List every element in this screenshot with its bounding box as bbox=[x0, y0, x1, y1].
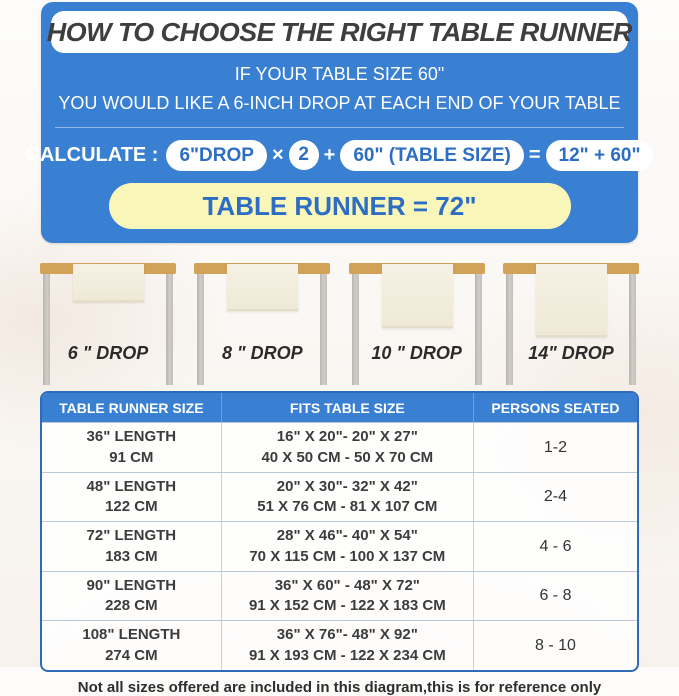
fits-table-size-cell bbox=[222, 522, 474, 571]
runner-size-cell bbox=[42, 522, 222, 571]
drop-label: 8 " DROP bbox=[222, 343, 303, 364]
drop-pill: 6"DROP bbox=[166, 140, 266, 172]
table-row bbox=[42, 571, 637, 621]
fits-size-inches: 20" X 30"- 32" X 42" bbox=[276, 477, 418, 495]
table-body bbox=[42, 422, 637, 670]
fits-size-cm: 91 X 193 CM - 122 X 234 CM bbox=[248, 646, 446, 664]
table-leg-right bbox=[475, 272, 482, 385]
persons-seated-value: 6 - 8 bbox=[539, 587, 572, 605]
panel-divider bbox=[55, 127, 624, 128]
title-box bbox=[47, 11, 632, 53]
fits-size-cm: 40 X 50 CM - 50 X 70 CM bbox=[261, 448, 434, 466]
table-illustration bbox=[503, 263, 639, 385]
table-size-pill: 60" (TABLE SIZE) bbox=[340, 140, 524, 172]
table-leg-right bbox=[320, 272, 327, 385]
runner-length-inches: 72" LENGTH bbox=[86, 527, 177, 545]
intro-line-2: YOU WOULD LIKE A 6-INCH DROP AT EACH END OF YOUR TABLE bbox=[58, 92, 621, 113]
equals-sign: = bbox=[528, 143, 541, 166]
runner-length-cm: 91 CM bbox=[109, 448, 154, 466]
fits-table-size-cell bbox=[222, 621, 474, 670]
fits-table-size-cell bbox=[222, 473, 474, 522]
persons-seated-value: 1-2 bbox=[543, 438, 568, 456]
table-runner-graphic bbox=[73, 264, 144, 302]
header-fits-table-size: FITS TABLE SIZE bbox=[222, 393, 474, 422]
table-runner-graphic bbox=[536, 264, 607, 337]
persons-seated-cell bbox=[474, 572, 637, 621]
runner-size-cell bbox=[42, 473, 222, 522]
persons-seated-cell bbox=[474, 473, 637, 522]
table-runner-graphic bbox=[382, 264, 453, 328]
intro-text bbox=[51, 60, 628, 118]
persons-seated-cell bbox=[474, 522, 637, 571]
fits-size-cm: 51 X 76 CM - 81 X 107 CM bbox=[257, 498, 438, 516]
multiplier-badge: 2 bbox=[289, 140, 319, 170]
fits-size-inches: 16" X 20"- 20" X 27" bbox=[276, 428, 418, 446]
runner-length-inches: 108" LENGTH bbox=[82, 626, 181, 644]
calculation-formula bbox=[25, 140, 641, 172]
drop-label: 10 " DROP bbox=[371, 343, 462, 364]
persons-seated-value: 2-4 bbox=[543, 488, 568, 506]
runner-length-cm: 183 CM bbox=[105, 547, 158, 565]
sum-pill: 12" + 60" bbox=[546, 140, 654, 172]
calculate-label: CALCULATE : bbox=[25, 143, 159, 166]
runner-length-inches: 36" LENGTH bbox=[86, 428, 177, 446]
table-leg-right bbox=[166, 272, 173, 385]
runner-length-cm: 122 CM bbox=[105, 498, 158, 516]
runner-length-inches: 48" LENGTH bbox=[86, 477, 177, 495]
header-runner-size: TABLE RUNNER SIZE bbox=[42, 393, 222, 422]
header-panel bbox=[25, 2, 641, 243]
runner-length-inches: 90" LENGTH bbox=[86, 576, 177, 594]
multiply-sign: × bbox=[271, 143, 284, 166]
header-persons-seated: PERSONS SEATED bbox=[491, 400, 620, 417]
fits-table-size-cell bbox=[222, 423, 474, 472]
persons-seated-value: 8 - 10 bbox=[535, 636, 576, 654]
fits-size-inches: 28" X 46"- 40" X 54" bbox=[276, 527, 418, 545]
table-leg-right bbox=[629, 272, 636, 385]
table-illustration bbox=[194, 263, 330, 385]
runner-length-cm: 274 CM bbox=[105, 646, 158, 664]
drop-illustrations bbox=[0, 243, 679, 385]
table-illustration bbox=[40, 263, 176, 385]
fits-size-inches: 36" X 76"- 48" X 92" bbox=[276, 626, 418, 644]
table-row bbox=[42, 620, 637, 670]
table-leg-left bbox=[352, 272, 359, 385]
fits-size-cm: 70 X 115 CM - 100 X 137 CM bbox=[249, 547, 446, 565]
fits-size-inches: 36" X 60" - 48" X 72" bbox=[274, 576, 420, 594]
runner-size-cell bbox=[42, 621, 222, 670]
drop-label: 14" DROP bbox=[528, 343, 614, 364]
runner-result-pill: TABLE RUNNER = 72" bbox=[109, 183, 571, 229]
persons-seated-cell bbox=[474, 423, 637, 472]
persons-seated-value: 4 - 6 bbox=[539, 537, 572, 555]
table-row bbox=[42, 521, 637, 571]
table-row bbox=[42, 422, 637, 472]
runner-size-cell bbox=[42, 423, 222, 472]
table-header-row bbox=[42, 393, 637, 422]
fits-table-size-cell bbox=[222, 572, 474, 621]
table-leg-left bbox=[43, 272, 50, 385]
fits-size-cm: 91 X 152 CM - 122 X 183 CM bbox=[248, 597, 446, 615]
table-runner-graphic bbox=[227, 264, 298, 311]
page-title: HOW TO CHOOSE THE RIGHT TABLE RUNNER bbox=[47, 16, 632, 47]
persons-seated-cell bbox=[474, 621, 637, 670]
runner-length-cm: 228 CM bbox=[105, 597, 158, 615]
plus-sign: + bbox=[323, 143, 336, 166]
table-row bbox=[42, 472, 637, 522]
footer-disclaimer: Not all sizes offered are included in this diagram,this is for reference only bbox=[77, 678, 602, 696]
drop-label: 6 " DROP bbox=[67, 343, 149, 364]
runner-size-cell bbox=[42, 572, 222, 621]
intro-line-1: IF YOUR TABLE SIZE 60" bbox=[234, 64, 445, 84]
table-leg-left bbox=[197, 272, 204, 385]
table-leg-left bbox=[506, 272, 513, 385]
table-illustration bbox=[349, 263, 485, 385]
size-reference-table bbox=[40, 391, 639, 672]
